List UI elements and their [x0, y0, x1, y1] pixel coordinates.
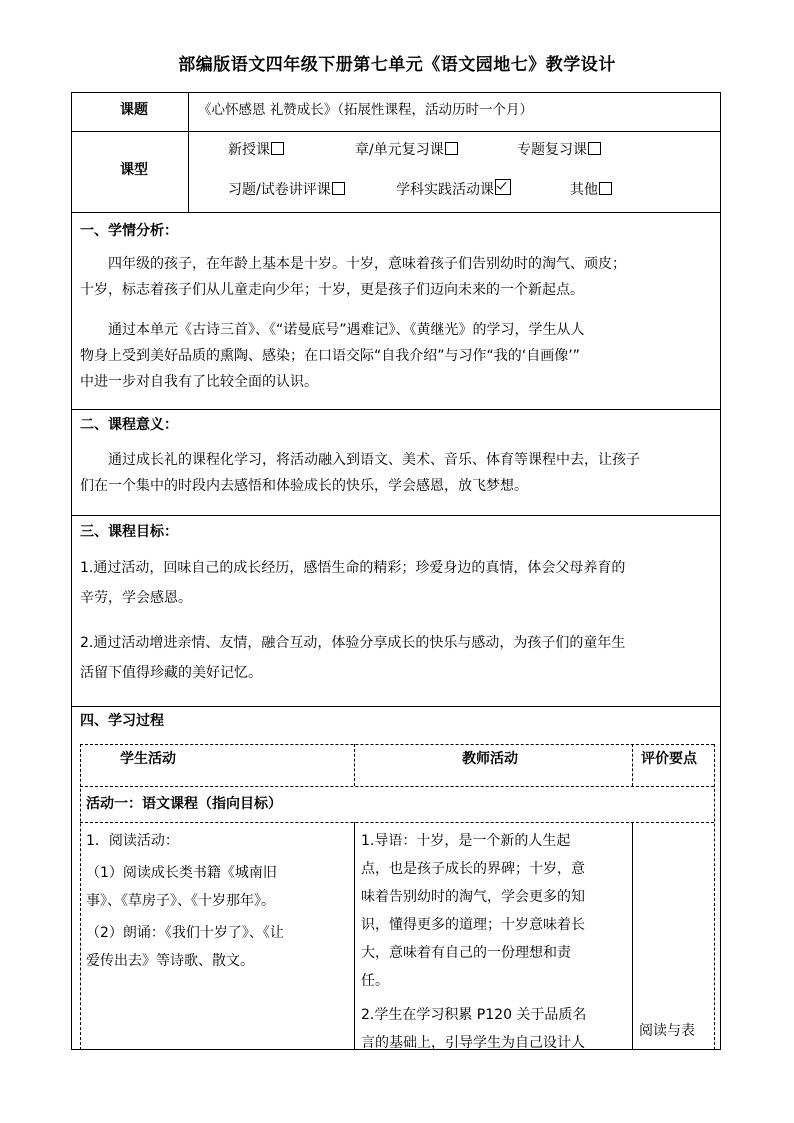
inner-table-header-divider: [80, 786, 714, 787]
inner-table-right-border: [714, 744, 715, 1050]
text-line: 2.通过活动增进亲情、友情，融合互动，体验分享成长的快乐与感动，为孩子们的童年生: [80, 635, 626, 651]
page-title: 部编版语文四年级下册第七单元《语文园地七》教学设计: [178, 55, 616, 75]
option-label: 专题复习课: [517, 142, 587, 158]
text-line: 1．阅读活动：: [86, 833, 179, 849]
inner-table-col-divider-1: [354, 744, 355, 786]
text-line: 辛劳，学会感恩。: [80, 590, 192, 606]
inner-table-activity-divider: [80, 822, 714, 823]
text-line: 爱传出去》等诗歌、散文。: [86, 953, 254, 969]
checkbox-new-lesson[interactable]: [271, 142, 284, 155]
type-option-practice-activity: [396, 179, 511, 199]
inner-table-col-divider-2: [632, 744, 633, 786]
section-heading-learner-analysis: 一、学情分析：: [80, 223, 178, 239]
course-goal-2: [80, 628, 716, 688]
type-label: 课型: [120, 162, 148, 178]
topic-value: 《心怀感恩 礼赞成长》（拓展性课程，活动历时一个月）: [198, 102, 534, 118]
option-label: 新授课: [228, 142, 270, 158]
checkbox-topic-review[interactable]: [588, 142, 601, 155]
label-column-divider: [188, 93, 189, 212]
option-label: 其他: [570, 182, 598, 198]
text-line: （1）阅读成长类书籍《城南旧: [86, 865, 277, 881]
column-header-evaluation: 评价要点: [641, 751, 697, 767]
text-line: 1.通过活动，回味自己的成长经历，感悟生命的精彩；珍爱身边的真情，体会父母养育的: [80, 560, 626, 576]
topic-label: 课题: [120, 102, 148, 118]
learner-analysis-paragraph-1: [80, 251, 716, 303]
type-option-other: [570, 179, 612, 199]
checkbox-practice-activity-checked[interactable]: [495, 179, 511, 195]
option-label: 学科实践活动课: [396, 182, 494, 198]
student-activity-cell: [86, 827, 350, 975]
text-line: 任。: [361, 973, 389, 989]
section-heading-learning-process: 四、学习过程: [80, 713, 164, 729]
text-line: 物身上受到美好品质的熏陶、感染；在口语交际“自我介绍”与习作“我的‘自画像’”: [80, 348, 580, 364]
row-divider: [72, 515, 720, 516]
row-divider: [72, 212, 720, 213]
text-line: 大，意味着有自己的一份理想和责: [361, 945, 571, 961]
text-line: 识，懂得更多的道理；十岁意味着长: [361, 917, 585, 933]
text-line: 十岁，标志着孩子们从儿童走向少年；十岁，更是孩子们迈向未来的一个新起点。: [80, 282, 584, 298]
text-line: 活留下值得珍藏的美好记忆。: [80, 665, 262, 681]
text-line: 2.学生在学习积累 P120 关于品质名: [361, 1007, 587, 1023]
row-divider: [72, 131, 720, 132]
course-significance-paragraph: [80, 447, 716, 499]
row-divider: [72, 706, 720, 707]
inner-table-col-divider-1-body: [354, 822, 355, 1050]
inner-table-col-divider-2-body: [632, 822, 633, 1050]
row-divider: [72, 409, 720, 410]
type-option-topic-review: [517, 139, 601, 159]
inner-table-left-border: [80, 744, 81, 1050]
column-header-teacher-activity: 教师活动: [462, 751, 518, 767]
type-option-new-lesson: [228, 139, 284, 159]
text-line: 言的基础上，引导学生为自己设计人: [361, 1035, 585, 1051]
type-option-unit-review: [355, 139, 458, 159]
evaluation-cell: 阅读与表: [639, 1023, 695, 1039]
text-line: 通过本单元《古诗三首》、《“诺曼底号”遇难记》、《黄继光》的学习，学生从人: [108, 322, 585, 338]
checkbox-other[interactable]: [599, 182, 612, 195]
text-line: 点，也是孩子成长的界碑；十岁，意: [361, 861, 585, 877]
option-label: 章/单元复习课: [355, 142, 444, 158]
lesson-plan-table: [71, 92, 721, 1050]
column-header-student-activity: 学生活动: [120, 751, 176, 767]
text-line: 中进一步对自我有了比较全面的认识。: [80, 374, 318, 390]
checkbox-exercise-review[interactable]: [332, 182, 345, 195]
text-line: 事》、《草房子》、《十岁那年》。: [86, 893, 275, 909]
text-line: 们在一个集中的时段内去感悟和体验成长的快乐，学会感恩，放飞梦想。: [80, 478, 528, 494]
section-heading-course-goals: 三、课程目标：: [80, 524, 178, 540]
checkbox-unit-review[interactable]: [445, 142, 458, 155]
learner-analysis-paragraph-2: [80, 317, 716, 395]
text-line: 四年级的孩子，在年龄上基本是十岁。十岁，意味着孩子们告别幼时的淘气、顽皮；: [108, 256, 626, 272]
course-goal-1: [80, 553, 716, 613]
text-line: 味着告别幼时的淘气，学会更多的知: [361, 889, 585, 905]
inner-table-top-border: [80, 744, 714, 745]
text-line: 1.导语：十岁，是一个新的人生起: [361, 833, 571, 849]
activity-one-title: 活动一：语文课程（指向目标）: [86, 796, 282, 812]
option-label: 习题/试卷讲评课: [228, 182, 331, 198]
teacher-activity-cell: [361, 827, 631, 1057]
section-heading-course-significance: 二、课程意义：: [80, 417, 178, 433]
text-line: 通过成长礼的课程化学习，将活动融入到语文、美术、音乐、体育等课程中去，让孩子: [108, 452, 640, 468]
text-line: （2）朗诵：《我们十岁了》、《让: [86, 925, 284, 941]
type-option-exercise-review: [228, 179, 345, 199]
